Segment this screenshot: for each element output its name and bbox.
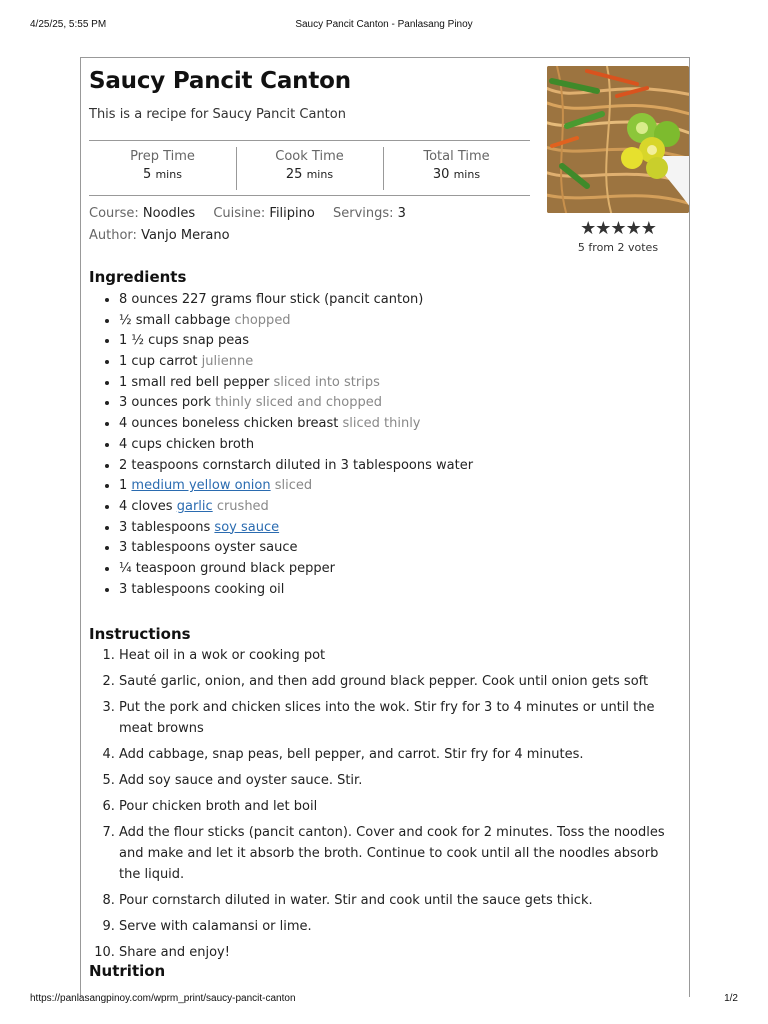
ingredient-text: 4 ounces boneless chicken breast <box>119 416 339 432</box>
ingredient-text: 3 tablespoons oyster sauce <box>119 540 298 556</box>
ingredient-link-onion[interactable]: medium yellow onion <box>131 478 271 494</box>
ingredient-text: ½ small cabbage <box>119 312 231 328</box>
rating-stars-icon[interactable]: ★★★★★ <box>580 218 656 239</box>
servings-value: 3 <box>397 206 406 221</box>
recipe-card <box>80 57 690 997</box>
ingredient-note: thinly sliced and chopped <box>215 395 382 411</box>
instruction-step: 10. Share and enjoy! <box>119 942 681 963</box>
ingredient-item <box>119 311 679 332</box>
recipe-rating <box>547 220 689 254</box>
time-label: Prep Time <box>130 149 195 164</box>
ingredient-item <box>119 476 679 497</box>
ingredient-item <box>119 435 679 456</box>
time-unit: mins <box>155 168 182 181</box>
print-date: 4/25/25, 5:55 PM <box>30 19 107 30</box>
ingredient-text: 2 teaspoons cornstarch diluted in 3 tablespoons water <box>119 457 474 473</box>
author-label: Author: <box>89 228 137 243</box>
ingredient-note: sliced thinly <box>342 416 421 432</box>
instruction-step: 3. Put the pork and chicken slices into the wok. Stir fry for 3 to 4 minutes or until the meat browns <box>119 697 681 739</box>
ingredient-text: 8 ounces 227 grams flour stick (pancit canton) <box>119 292 424 307</box>
ingredient-text: 1 ½ cups snap peas <box>119 333 250 349</box>
time-unit: mins <box>453 168 481 181</box>
time-value: 30 <box>432 167 450 182</box>
ingredient-item <box>119 559 679 580</box>
ingredient-text: 1 small red bell pepper <box>119 374 270 390</box>
instruction-step: 8. Pour cornstarch diluted in water. Stir and cook until the sauce gets thick. <box>119 890 681 911</box>
cuisine-value: Filipino <box>269 206 315 221</box>
ingredient-note: crushed <box>216 498 269 514</box>
total-time <box>383 141 530 195</box>
instruction-step: 6. Pour chicken broth and let boil <box>119 796 681 817</box>
instruction-step: 7. Add the flour sticks (pancit canton). Cover and cook for 2 minutes. Toss the noodles and make and let it absorb the broth. Continue to cook until all the noodles absorb the liquid. <box>119 822 681 885</box>
ingredient-link-soy-sauce[interactable]: soy sauce <box>214 519 280 535</box>
recipe-photo-image <box>547 66 689 213</box>
ingredient-item <box>119 414 679 435</box>
time-label: Total Time <box>423 149 490 164</box>
recipe-photo <box>547 66 689 213</box>
time-label: Cook Time <box>275 149 344 164</box>
recipe-author <box>89 228 230 243</box>
ingredient-text: 4 cups chicken broth <box>119 436 255 452</box>
print-page-number: 1/2 <box>724 993 738 1004</box>
ingredient-note: sliced <box>274 478 313 494</box>
instructions-list <box>89 645 681 968</box>
instruction-step: 5. Add soy sauce and oyster sauce. Stir. <box>119 770 681 791</box>
ingredient-note: chopped <box>234 312 291 328</box>
author-value: Vanjo Merano <box>141 228 230 243</box>
cook-time <box>236 141 383 195</box>
rating-votes: 5 from 2 votes <box>577 241 659 254</box>
cuisine-label: Cuisine: <box>213 206 266 221</box>
ingredient-note: sliced into strips <box>273 374 380 390</box>
ingredient-text: 1 cup carrot <box>119 354 198 370</box>
ingredient-text: 1 <box>119 478 128 494</box>
print-document-title: Saucy Pancit Canton - Panlasang Pinoy <box>295 19 473 30</box>
ingredient-link-garlic[interactable]: garlic <box>176 498 213 514</box>
instruction-step: 4. Add cabbage, snap peas, bell pepper, and carrot. Stir fry for 4 minutes. <box>119 744 681 765</box>
ingredient-item <box>119 373 679 394</box>
ingredient-item <box>119 393 679 414</box>
ingredients-list <box>89 290 679 600</box>
recipe-meta <box>89 206 406 221</box>
nutrition-heading: Nutrition <box>89 962 166 980</box>
time-value: 25 <box>285 167 303 182</box>
ingredient-item <box>119 290 679 311</box>
print-url: https://panlasangpinoy.com/wprm_print/saucy-pancit-canton <box>30 993 296 1004</box>
ingredient-item <box>119 331 679 352</box>
ingredient-item <box>119 580 679 601</box>
recipe-times <box>89 140 530 196</box>
ingredient-item <box>119 352 679 373</box>
ingredient-text: ¼ teaspoon ground black pepper <box>119 560 335 576</box>
course-label: Course: <box>89 206 139 221</box>
ingredient-text: 4 cloves <box>119 498 173 514</box>
recipe-title: Saucy Pancit Canton <box>89 68 351 94</box>
ingredient-item <box>119 456 679 477</box>
ingredients-heading: Ingredients <box>89 268 187 286</box>
time-value: 5 <box>143 167 152 182</box>
instructions-heading: Instructions <box>89 625 191 643</box>
instruction-step: 2. Sauté garlic, onion, and then add ground black pepper. Cook until onion gets soft <box>119 671 681 692</box>
course-value: Noodles <box>142 206 196 221</box>
instruction-step: 1. Heat oil in a wok or cooking pot <box>119 645 681 666</box>
ingredient-item <box>119 538 679 559</box>
ingredient-text: 3 tablespoons <box>119 519 211 535</box>
time-unit: mins <box>306 168 334 181</box>
servings-label: Servings: <box>332 206 394 221</box>
ingredient-note: julienne <box>201 354 254 370</box>
prep-time <box>89 141 236 195</box>
ingredient-text: 3 ounces pork <box>119 395 211 411</box>
ingredient-item <box>119 518 679 539</box>
ingredient-text: 3 tablespoons cooking oil <box>119 581 285 597</box>
instruction-step: 9. Serve with calamansi or lime. <box>119 916 681 937</box>
ingredient-item <box>119 497 679 518</box>
recipe-summary: This is a recipe for Saucy Pancit Canton <box>89 107 346 122</box>
